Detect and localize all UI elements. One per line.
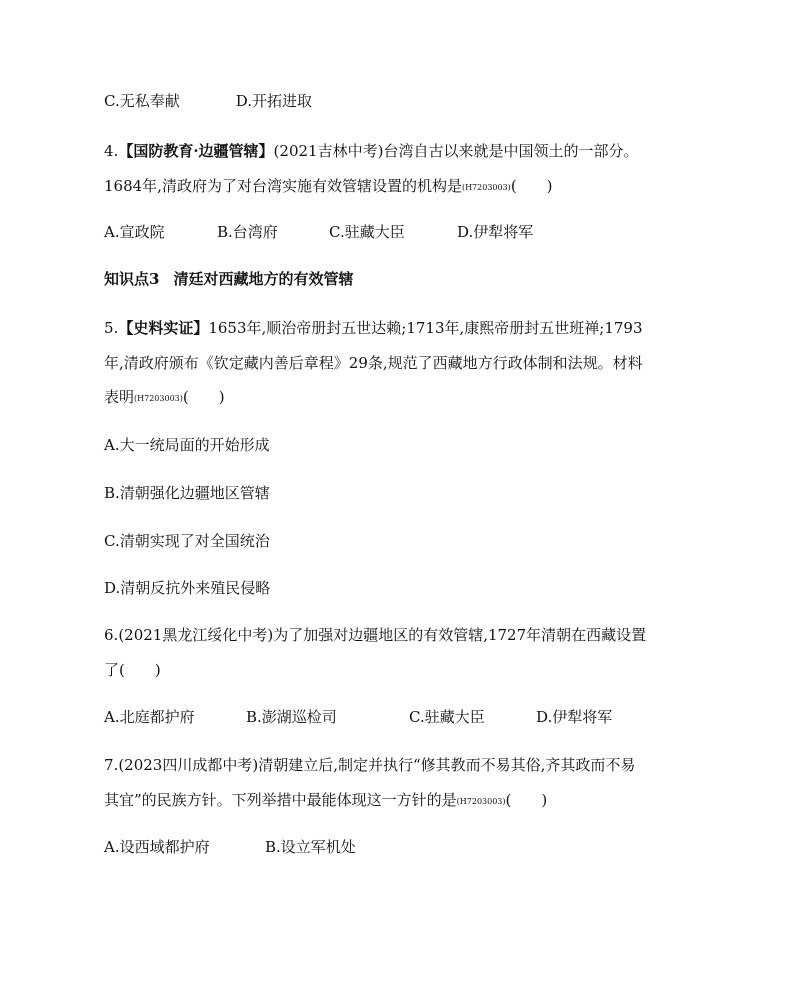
q7-text-2: 其宜”的民族方针。下列举措中最能体现这一方针的是 bbox=[104, 791, 457, 809]
q7-options-row bbox=[104, 836, 356, 858]
q5-code: (H7203003) bbox=[134, 394, 183, 403]
q5-text-2: 年,清政府颁布《钦定藏内善后章程》29条,规范了西藏地方行政体制和法规。材料 bbox=[104, 354, 643, 372]
q5-line-2 bbox=[104, 352, 643, 374]
q5-tag: 【史料实证】 bbox=[118, 319, 209, 337]
q7-source: (2023四川成都中考) bbox=[118, 756, 259, 774]
q4-option-c: C.驻藏大臣 bbox=[329, 223, 405, 241]
q5-option-d: D.清朝反抗外来殖民侵略 bbox=[104, 579, 271, 597]
q4-option-b: B.台湾府 bbox=[217, 223, 278, 241]
q3-option-c: C.无私奉献 bbox=[104, 92, 180, 110]
q6-line-1 bbox=[104, 624, 646, 646]
q4-tag: 【国防教育·边疆管辖】 bbox=[118, 142, 274, 160]
q4-text-2: 1684年,清政府为了对台湾实施有效管辖设置的机构是 bbox=[104, 177, 462, 195]
q6-line-2: 了( ) bbox=[104, 661, 161, 679]
q6-option-a: A.北庭都护府 bbox=[104, 708, 195, 726]
q7-number: 7. bbox=[104, 756, 119, 774]
section-title: 清廷对西藏地方的有效管辖 bbox=[173, 270, 354, 288]
q6-number: 6. bbox=[104, 626, 119, 644]
q3-option-d: D.开拓进取 bbox=[235, 92, 312, 110]
q5-text-1: 1653年,顺治帝册封五世达赖;1713年,康熙帝册封五世班禅;1793 bbox=[208, 319, 643, 337]
q4-line-2 bbox=[104, 175, 553, 199]
q4-option-a: A.宣政院 bbox=[104, 223, 165, 241]
q6-option-c: C.驻藏大臣 bbox=[409, 708, 485, 726]
q5-line-1 bbox=[104, 317, 643, 339]
q4-code: (H7203003) bbox=[461, 183, 511, 192]
q7-text-1: 清朝建立后,制定并执行“修其教而不易其俗,齐其政而不易 bbox=[258, 756, 636, 774]
q4-text-1: 台湾自古以来就是中国领土的一部分。 bbox=[383, 142, 639, 160]
q6-option-b: B.澎湖巡检司 bbox=[246, 708, 337, 726]
q6-options-row bbox=[104, 706, 612, 728]
section-label: 知识点3 bbox=[104, 270, 160, 288]
q6-option-d: D.伊犁将军 bbox=[536, 708, 613, 726]
q5-text-3: 表明 bbox=[104, 388, 135, 406]
q6-source: (2021黑龙江绥化中考) bbox=[118, 626, 274, 644]
q7-code: (H7203003) bbox=[456, 797, 506, 806]
q5-answer-paren: ( ) bbox=[182, 388, 225, 406]
section-heading bbox=[104, 268, 353, 290]
q4-answer-paren: ( ) bbox=[510, 177, 553, 195]
q7-option-a: A.设西域都护府 bbox=[104, 838, 210, 856]
q6-text-1: 为了加强对边疆地区的有效管辖,1727年清朝在西藏设置 bbox=[273, 626, 647, 644]
q4-option-d: D.伊犁将军 bbox=[457, 223, 534, 241]
q7-answer-paren: ( ) bbox=[505, 791, 548, 809]
q5-number: 5. bbox=[104, 319, 119, 337]
q4-number: 4. bbox=[104, 142, 119, 160]
q5-option-c: C.清朝实现了对全国统治 bbox=[104, 532, 270, 550]
q4-options-row bbox=[104, 221, 533, 243]
q4-line-1 bbox=[104, 140, 638, 162]
q5-option-a: A.大一统局面的开始形成 bbox=[104, 436, 270, 454]
q7-option-b: B.设立军机处 bbox=[265, 838, 356, 856]
q7-line-2 bbox=[104, 789, 547, 813]
q5-line-3 bbox=[104, 386, 225, 410]
q5-option-b: B.清朝强化边疆地区管辖 bbox=[104, 484, 270, 502]
q4-source: (2021吉林中考) bbox=[273, 142, 384, 160]
q3-options-row bbox=[104, 90, 312, 112]
q7-line-1 bbox=[104, 754, 635, 776]
